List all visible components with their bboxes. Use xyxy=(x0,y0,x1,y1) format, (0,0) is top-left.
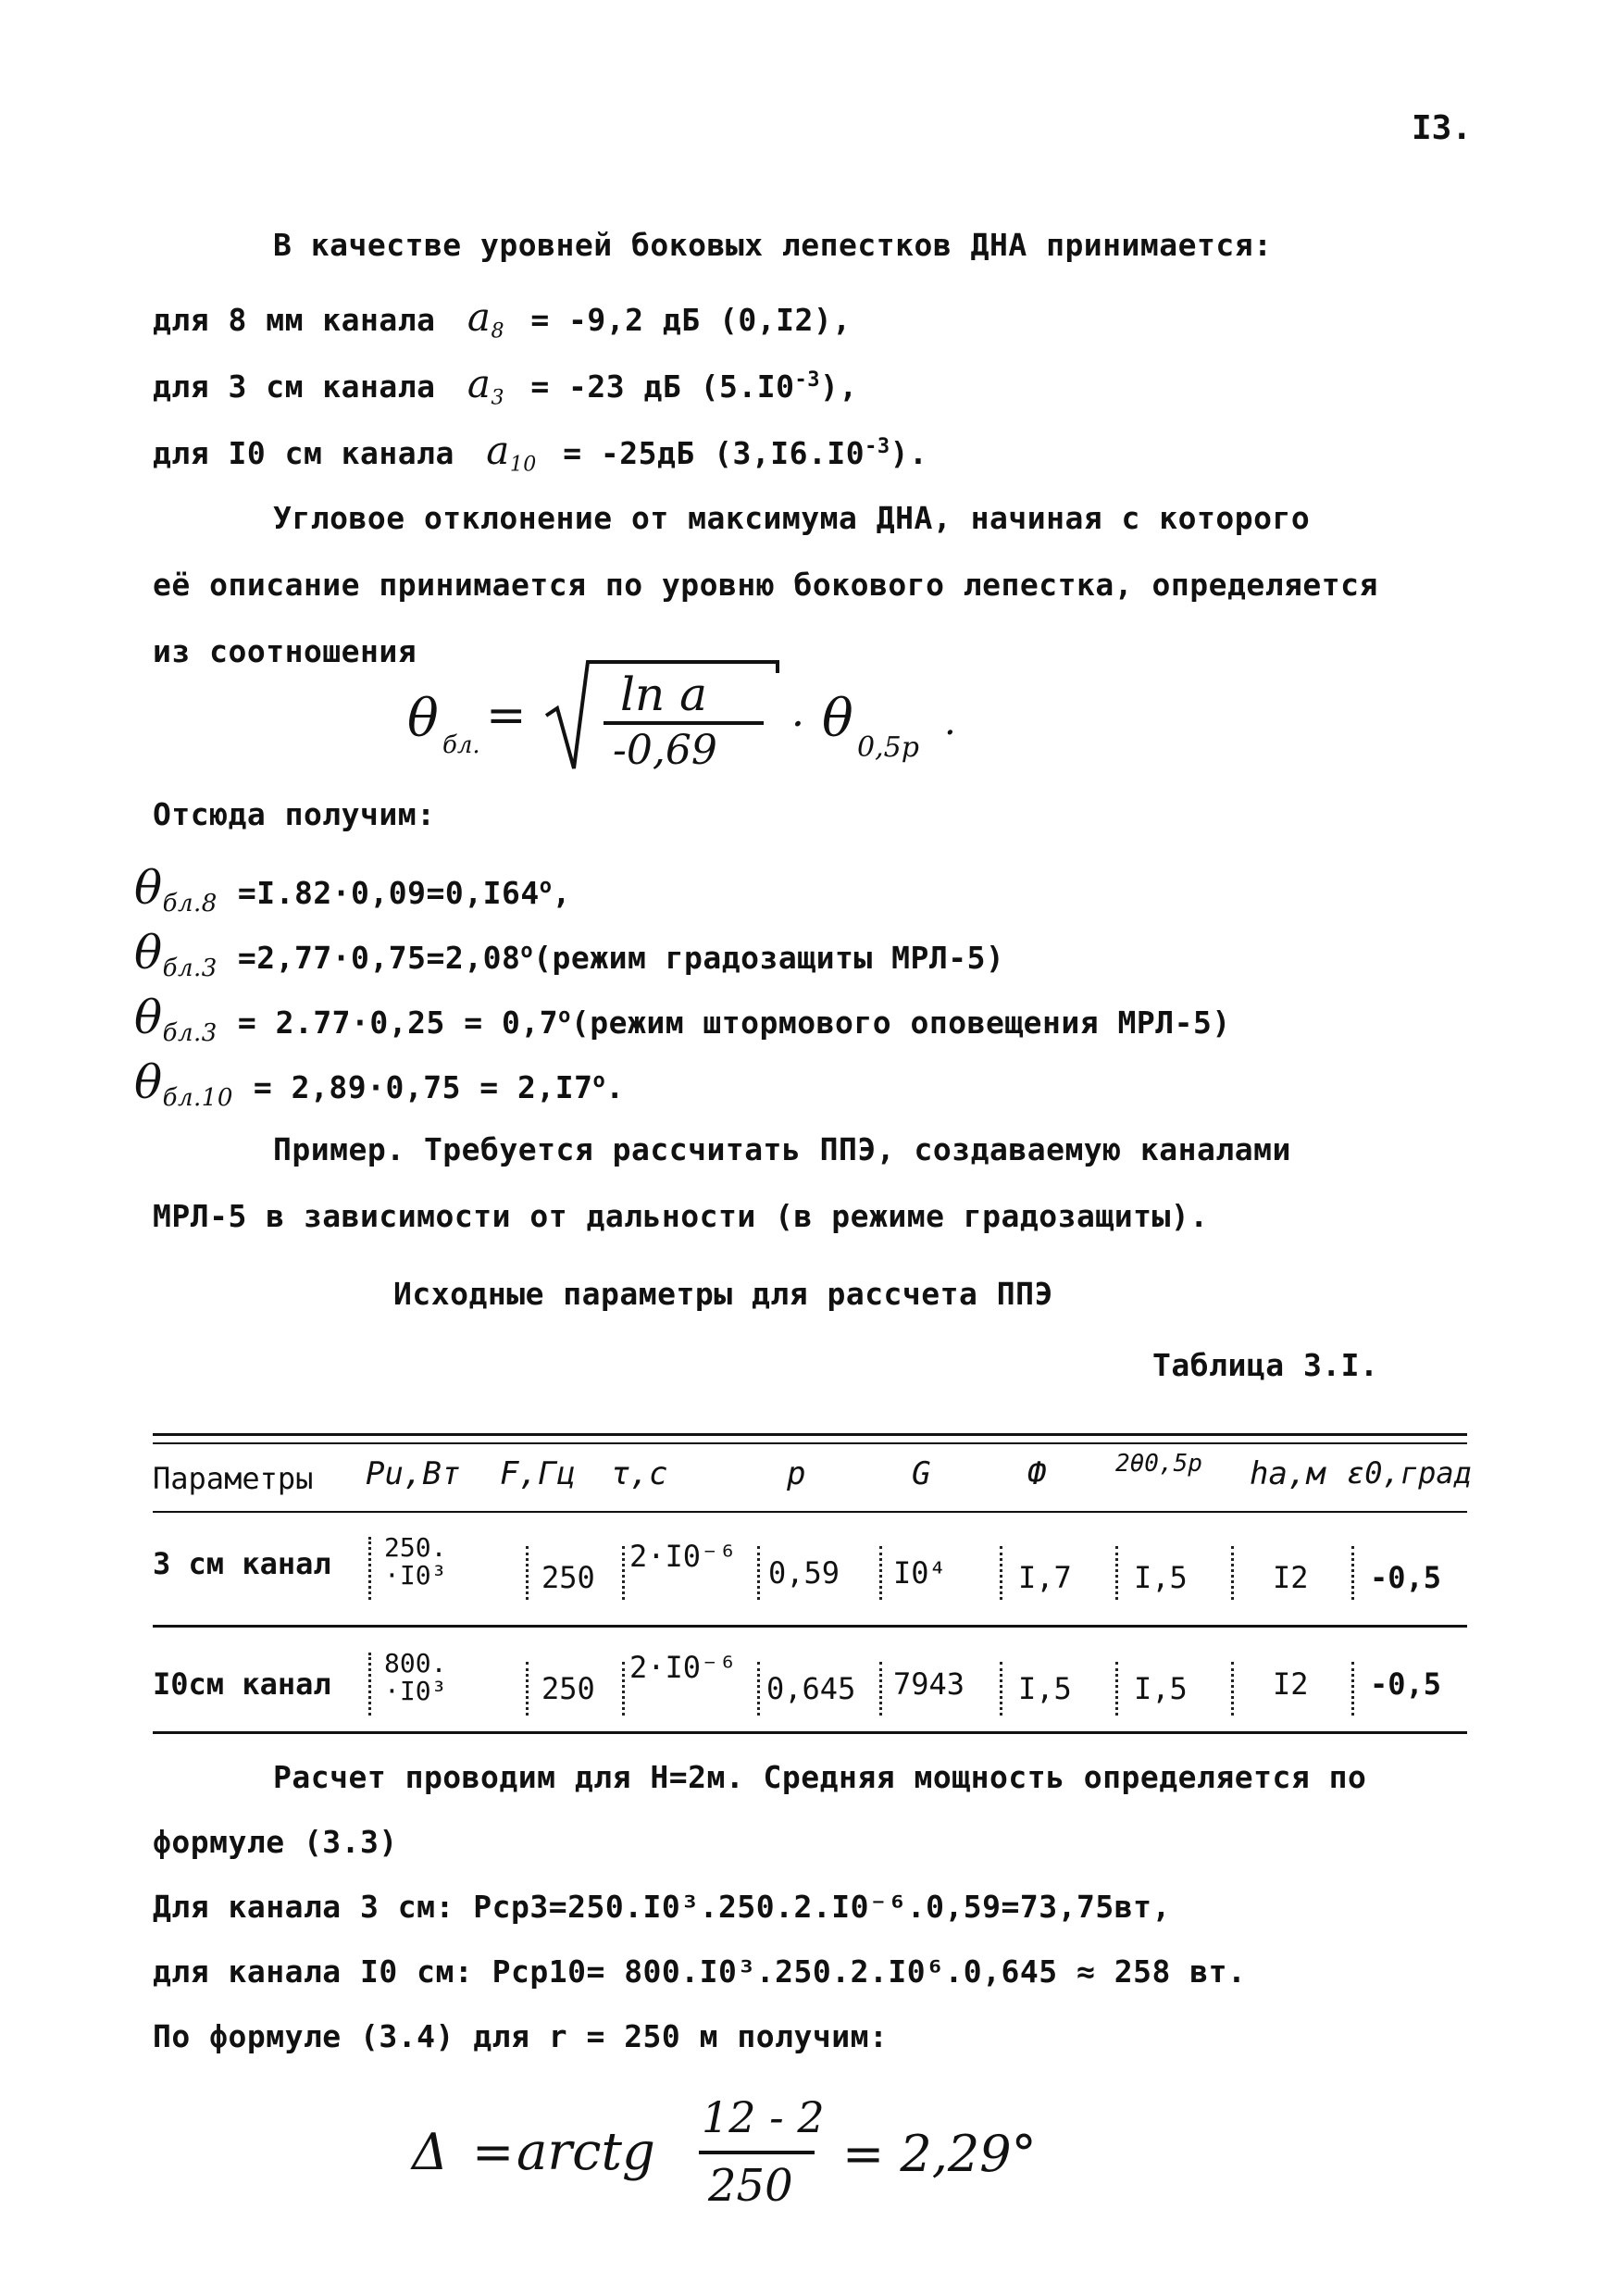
column-separator xyxy=(526,1546,529,1600)
side-lobe-symbol: a xyxy=(467,361,492,406)
row-g: 7943 xyxy=(893,1666,965,1702)
side-lobe-symbol: a xyxy=(467,294,492,340)
column-separator xyxy=(757,1662,760,1716)
formula-denominator: -0,69 xyxy=(613,727,717,774)
column-separator xyxy=(1231,1546,1234,1600)
calc-next: По формуле (3.4) для r = 250 м получим: xyxy=(153,2018,889,2054)
theta-value: = 2,89·0,75 = 2,I7 xyxy=(253,1069,593,1105)
side-lobe-subscript: 8 xyxy=(491,319,504,343)
row-g: I0⁴ xyxy=(893,1555,947,1591)
side-lobe-value: = -23 дБ (5.I0 xyxy=(530,368,795,405)
column-separator xyxy=(879,1546,882,1600)
side-lobe-exponent: -3 xyxy=(865,435,890,458)
side-lobe-value: = -9,2 дБ (0,I2), xyxy=(530,302,852,338)
delta-numerator: 12 - 2 xyxy=(702,2092,825,2142)
theta-symbol: θ xyxy=(134,861,163,915)
header-p: р xyxy=(787,1455,806,1492)
theta-value: = 2.77·0,25 = 0,7 xyxy=(237,1004,559,1041)
row-phi: I,7 xyxy=(1018,1560,1072,1595)
header-theta: 2θ0,5р xyxy=(1115,1450,1202,1478)
column-separator xyxy=(526,1662,529,1716)
table-label: Таблица 3.I. xyxy=(1152,1347,1379,1383)
side-lobe-subscript: 3 xyxy=(491,386,504,410)
angle-paragraph-line-2: её описание принимается по уровню бокового лепестка, определяется xyxy=(153,567,1378,603)
formula-numerator: ln a xyxy=(620,668,707,721)
formula-rhs: θ xyxy=(822,689,853,749)
formula-lhs-sub: бл. xyxy=(442,731,480,759)
formula-dot: · xyxy=(791,701,804,748)
header-phi: Ф xyxy=(1027,1455,1047,1492)
row-h: I2 xyxy=(1273,1560,1309,1595)
page-number: I3. xyxy=(1412,109,1473,147)
theta-tail: . xyxy=(605,1069,625,1105)
row-f: 250 xyxy=(541,1560,595,1595)
row-eps: -0,5 xyxy=(1370,1560,1442,1595)
side-lobe-prefix: для 8 мм канала xyxy=(153,302,436,338)
theta-result-row xyxy=(134,861,571,917)
row-name: I0см канал xyxy=(153,1666,331,1702)
header-h: ha,м xyxy=(1250,1455,1326,1492)
header-g: G xyxy=(912,1455,931,1492)
column-separator xyxy=(368,1653,371,1716)
table-middle-rule xyxy=(153,1625,1467,1628)
theta-symbol: θ xyxy=(134,1055,163,1109)
delta-lhs: Δ xyxy=(412,2123,448,2181)
angle-paragraph-line-1: Угловое отклонение от максимума ДНА, начиная с которого xyxy=(273,500,1311,536)
header-eps: ε0,град xyxy=(1347,1455,1472,1491)
calc-10cm: для канала I0 см: Pср10= 800.I0³.250.2.I0⁶.0,645 ≈ 258 вт. xyxy=(153,1953,1247,1990)
calc-line-1: Расчет проводим для Н=2м. Средняя мощность определяется по xyxy=(273,1759,1367,1795)
theta-subscript: бл.8 xyxy=(162,889,218,917)
theta-symbol: θ xyxy=(134,991,163,1044)
theta-subscript: бл.3 xyxy=(162,1018,218,1047)
degree-mark: o xyxy=(558,1004,571,1028)
delta-eq: = xyxy=(472,2123,515,2181)
degree-mark: o xyxy=(592,1069,606,1092)
delta-result: = 2,29° xyxy=(842,2125,1037,2183)
row-h: I2 xyxy=(1273,1666,1309,1702)
row-p: 0,59 xyxy=(768,1555,840,1591)
column-separator xyxy=(622,1546,625,1600)
hence-line: Отсюда получим: xyxy=(153,796,436,832)
column-separator xyxy=(1000,1662,1002,1716)
formula-rhs-sub: 0,5р xyxy=(857,731,919,764)
example-line-2: МРЛ-5 в зависимости от дальности (в режиме градозащиты). xyxy=(153,1198,1209,1234)
formula-eq: = xyxy=(486,688,527,743)
side-lobe-subscript: 10 xyxy=(509,453,537,477)
delta-formula xyxy=(407,2088,1074,2217)
column-separator xyxy=(622,1662,625,1716)
side-lobe-prefix: для 3 см канала xyxy=(153,368,436,405)
row-f: 250 xyxy=(541,1671,595,1706)
row-pu-bottom: ·I0³ xyxy=(384,1560,447,1591)
table-header-rule xyxy=(153,1511,1467,1513)
header-pu: Pu,Вт xyxy=(366,1455,461,1492)
column-separator xyxy=(1000,1546,1002,1600)
theta-value: =I.82·0,09=0,I64 xyxy=(237,875,540,911)
row-eps: -0,5 xyxy=(1370,1666,1442,1702)
row-theta: I,5 xyxy=(1134,1560,1188,1595)
side-lobe-line-10cm xyxy=(153,428,927,477)
row-tau: 2·I0⁻⁶ xyxy=(629,1539,737,1574)
theta-tail: (режим штормового оповещения МРЛ-5) xyxy=(570,1004,1231,1041)
table-top-rule xyxy=(153,1433,1467,1436)
table-title: Исходные параметры для рассчета ППЭ xyxy=(393,1276,1053,1312)
theta-subscript: бл.3 xyxy=(162,954,218,982)
header-params: Параметры xyxy=(153,1461,314,1496)
row-theta: I,5 xyxy=(1134,1671,1188,1706)
theta-tail: , xyxy=(552,875,571,911)
row-tau: 2·I0⁻⁶ xyxy=(629,1650,737,1685)
row-name: 3 см канал xyxy=(153,1546,331,1581)
theta-tail: (режим градозащиты МРЛ-5) xyxy=(533,940,1005,976)
header-tau: τ,с xyxy=(611,1455,668,1492)
row-p: 0,645 xyxy=(766,1671,856,1706)
side-lobe-line-3cm xyxy=(153,361,858,410)
row-pu-top: 250. xyxy=(384,1532,447,1563)
degree-mark: o xyxy=(520,940,534,963)
angle-paragraph-line-3: из соотношения xyxy=(153,633,417,669)
side-lobe-prefix: для I0 см канала xyxy=(153,435,454,471)
column-separator xyxy=(368,1537,371,1600)
calc-3cm: Для канала 3 см: Pср3=250.I0³.250.2.I0⁻⁶.0,59=73,75вт, xyxy=(153,1889,1171,1925)
theta-subscript: бл.10 xyxy=(162,1083,233,1112)
table-top-rule-2 xyxy=(153,1442,1467,1444)
theta-result-row xyxy=(134,991,1231,1047)
header-f: F,Гц xyxy=(500,1455,576,1492)
theta-formula xyxy=(398,643,1046,782)
delta-fn: arctg xyxy=(517,2122,655,2182)
row-pu-top: 800. xyxy=(384,1648,447,1678)
calc-line-2: формуле (3.3) xyxy=(153,1824,398,1860)
row-pu-bottom: ·I0³ xyxy=(384,1676,447,1706)
column-separator xyxy=(879,1662,882,1716)
example-line-1: Пример. Требуется рассчитать ППЭ, создаваемую каналами xyxy=(273,1131,1291,1167)
side-lobe-value-end: ). xyxy=(890,435,928,471)
theta-value: =2,77·0,75=2,08 xyxy=(237,940,521,976)
column-separator xyxy=(1351,1546,1354,1600)
intro-line: В качестве уровней боковых лепестков ДНА принимается: xyxy=(273,227,1273,263)
row-phi: I,5 xyxy=(1018,1671,1072,1706)
column-separator xyxy=(1351,1662,1354,1716)
side-lobe-value: = -25дБ (3,I6.I0 xyxy=(563,435,865,471)
side-lobe-exponent: -3 xyxy=(794,368,820,392)
theta-symbol: θ xyxy=(134,926,163,980)
column-separator xyxy=(1115,1546,1118,1600)
formula-lhs: θ xyxy=(407,689,439,749)
theta-result-row xyxy=(134,926,1004,982)
side-lobe-value-end: ), xyxy=(819,368,858,405)
side-lobe-line-8mm xyxy=(153,294,852,343)
theta-result-row xyxy=(134,1055,625,1112)
side-lobe-symbol: a xyxy=(486,428,510,473)
column-separator xyxy=(1231,1662,1234,1716)
table-bottom-rule xyxy=(153,1731,1467,1734)
formula-end: . xyxy=(944,701,956,743)
degree-mark: o xyxy=(539,875,553,898)
delta-denominator: 250 xyxy=(708,2160,793,2212)
column-separator xyxy=(757,1546,760,1600)
column-separator xyxy=(1115,1662,1118,1716)
